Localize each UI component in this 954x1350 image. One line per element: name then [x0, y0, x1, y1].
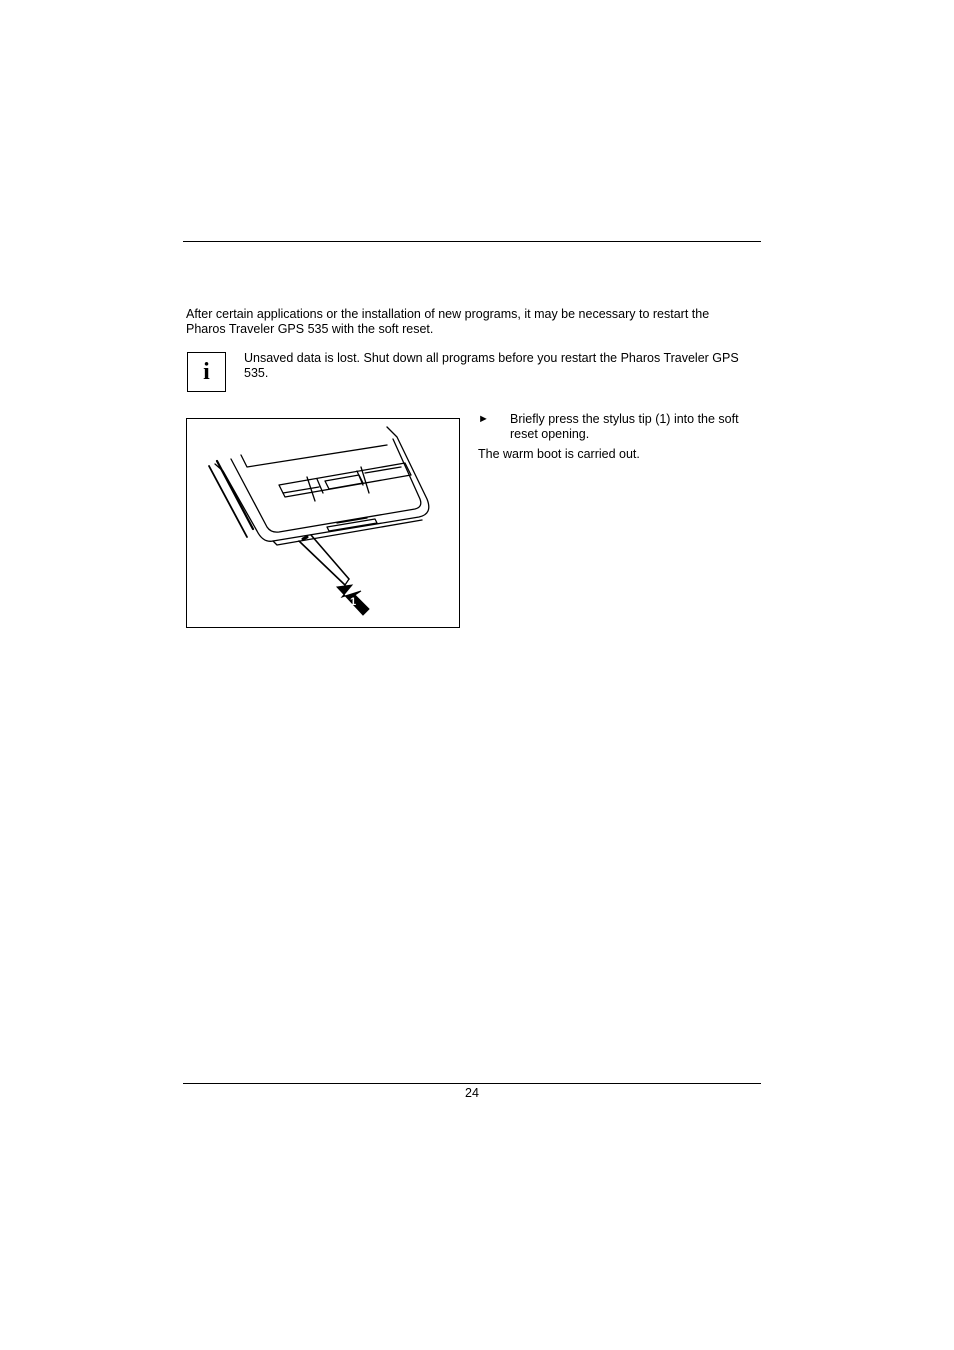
footer-rule	[183, 1083, 761, 1084]
callout-arrow	[337, 585, 369, 615]
result-text: The warm boot is carried out.	[478, 447, 640, 461]
soft-reset-illustration	[186, 418, 460, 628]
intro-paragraph: After certain applications or the installation of new programs, it may be necessary to restart the Pharos Traveler GPS 535 with the soft reset.	[186, 307, 710, 336]
page-number: 24	[465, 1086, 479, 1100]
step-text: Briefly press the stylus tip (1) into the soft reset opening.	[510, 412, 739, 441]
device-drawing	[187, 419, 459, 627]
callout-number: 1	[350, 596, 357, 608]
header-rule	[183, 241, 761, 242]
instruction-step	[478, 412, 758, 442]
bullet-arrow-icon: ►	[478, 413, 489, 425]
info-icon: i	[187, 352, 226, 392]
note-text: Unsaved data is lost. Shut down all programs before you restart the Pharos Traveler GPS 535.	[244, 351, 739, 380]
